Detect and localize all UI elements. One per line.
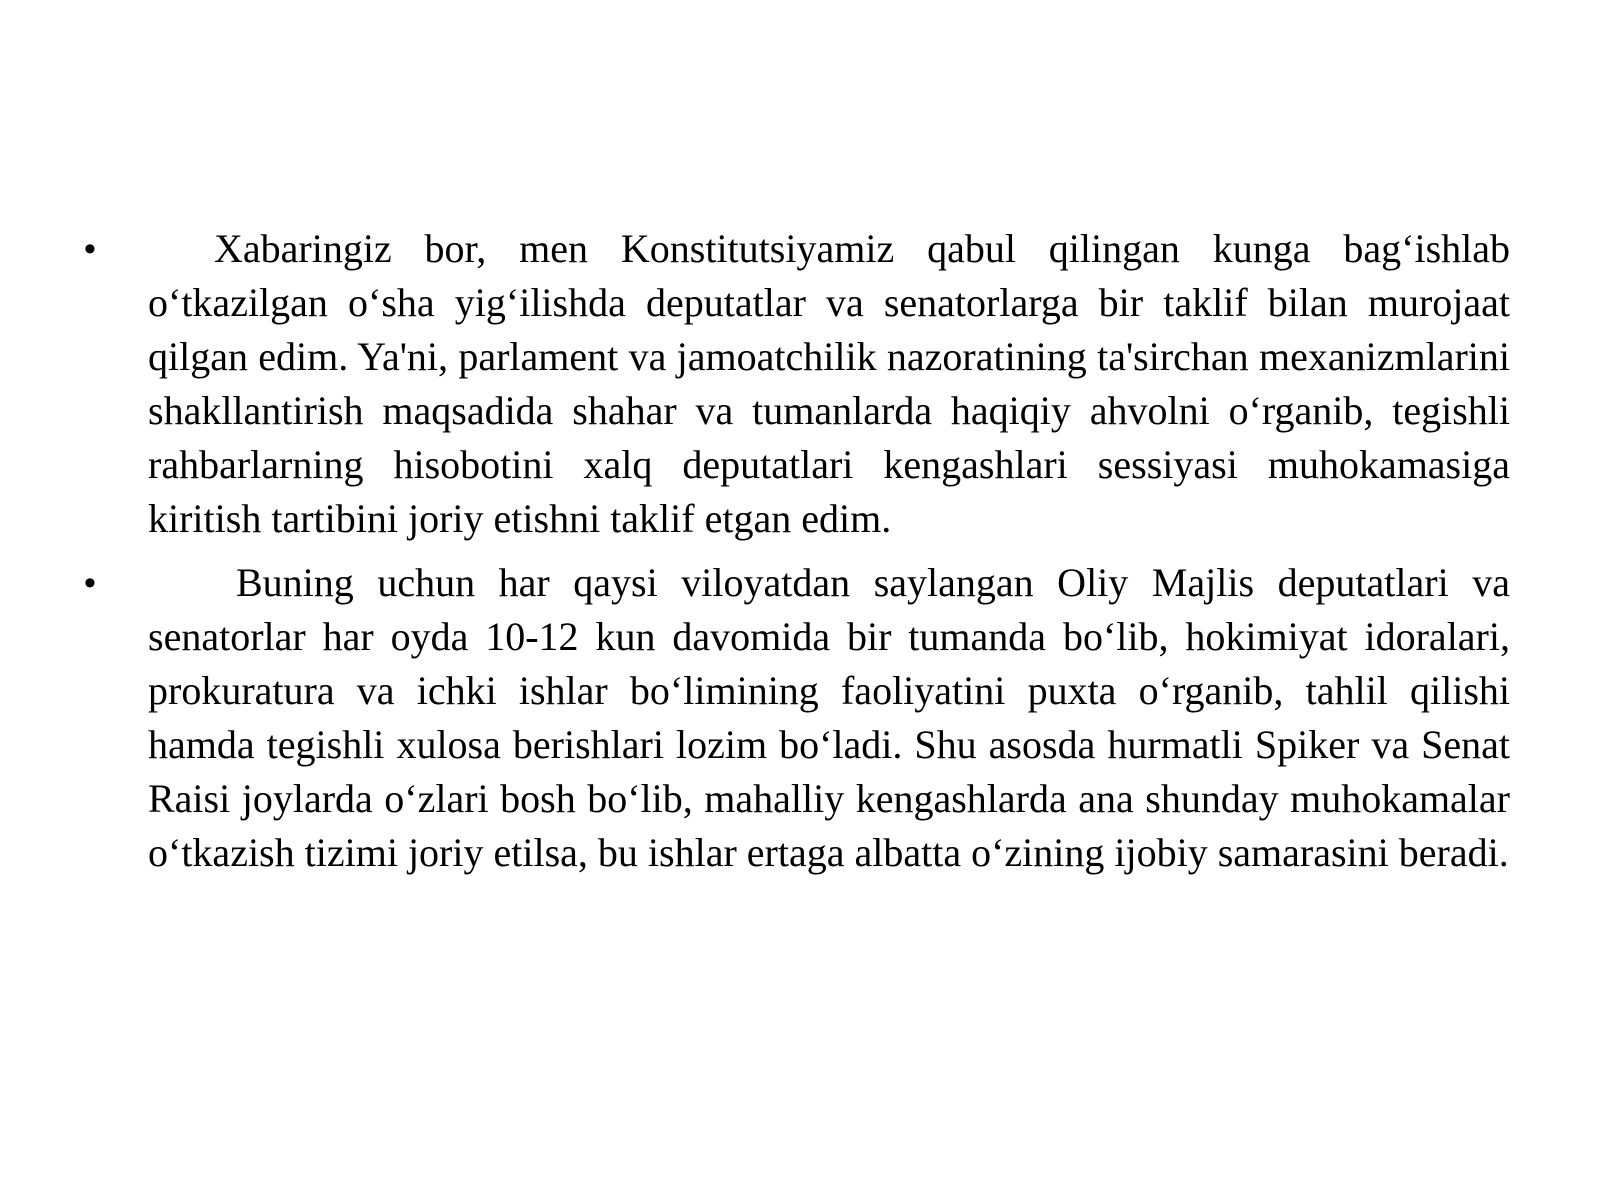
bullet-icon: • [84, 564, 96, 602]
bullet-list [80, 222, 1510, 880]
bullet-item [80, 222, 1510, 546]
paragraph-text: Buning uchun har qaysi viloyatdan saylangan Oliy Majlis deputatlari va senatorlar har oyda 10-12 kun davomida bir tumanda bo‘lib, hokimiyat idoralari, prokuratura va ichki ishlar bo‘limining faoliyatini puxta o‘rganib, tahlil qilishi hamda tegishli xulosa berishlari lozim bo‘ladi. Shu asosda hurmatli Spiker va Senat Raisi joylarda o‘zlari bosh bo‘lib, mahalliy kengashlarda ana shunday muhokamalar o‘tkazish tizimi joriy etilsa, bu ishlar ertaga albatta o‘zining ijobiy samarasini beradi. [148, 560, 1510, 875]
paragraph-text: Xabaringiz bor, men Konstitutsiyamiz qabul qilingan kunga bag‘ishlab o‘tkazilgan o‘sha yig‘ilishda deputatlar va senatorlarga bir taklif bilan murojaat qilgan edim. Ya'ni, parlament va jamoatchilik nazoratining ta'sirchan mexanizmlarini shakllantirish maqsadida shahar va tumanlarda haqiqiy ahvolni o‘rganib, tegishli rahbarlarning hisobotini xalq deputatlari kengashlari sessiyasi muhokamasiga kiritish tartibini joriy etishni taklif etgan edim. [148, 226, 1510, 541]
bullet-item [80, 556, 1510, 880]
slide-content [80, 222, 1510, 890]
bullet-icon: • [84, 230, 96, 268]
